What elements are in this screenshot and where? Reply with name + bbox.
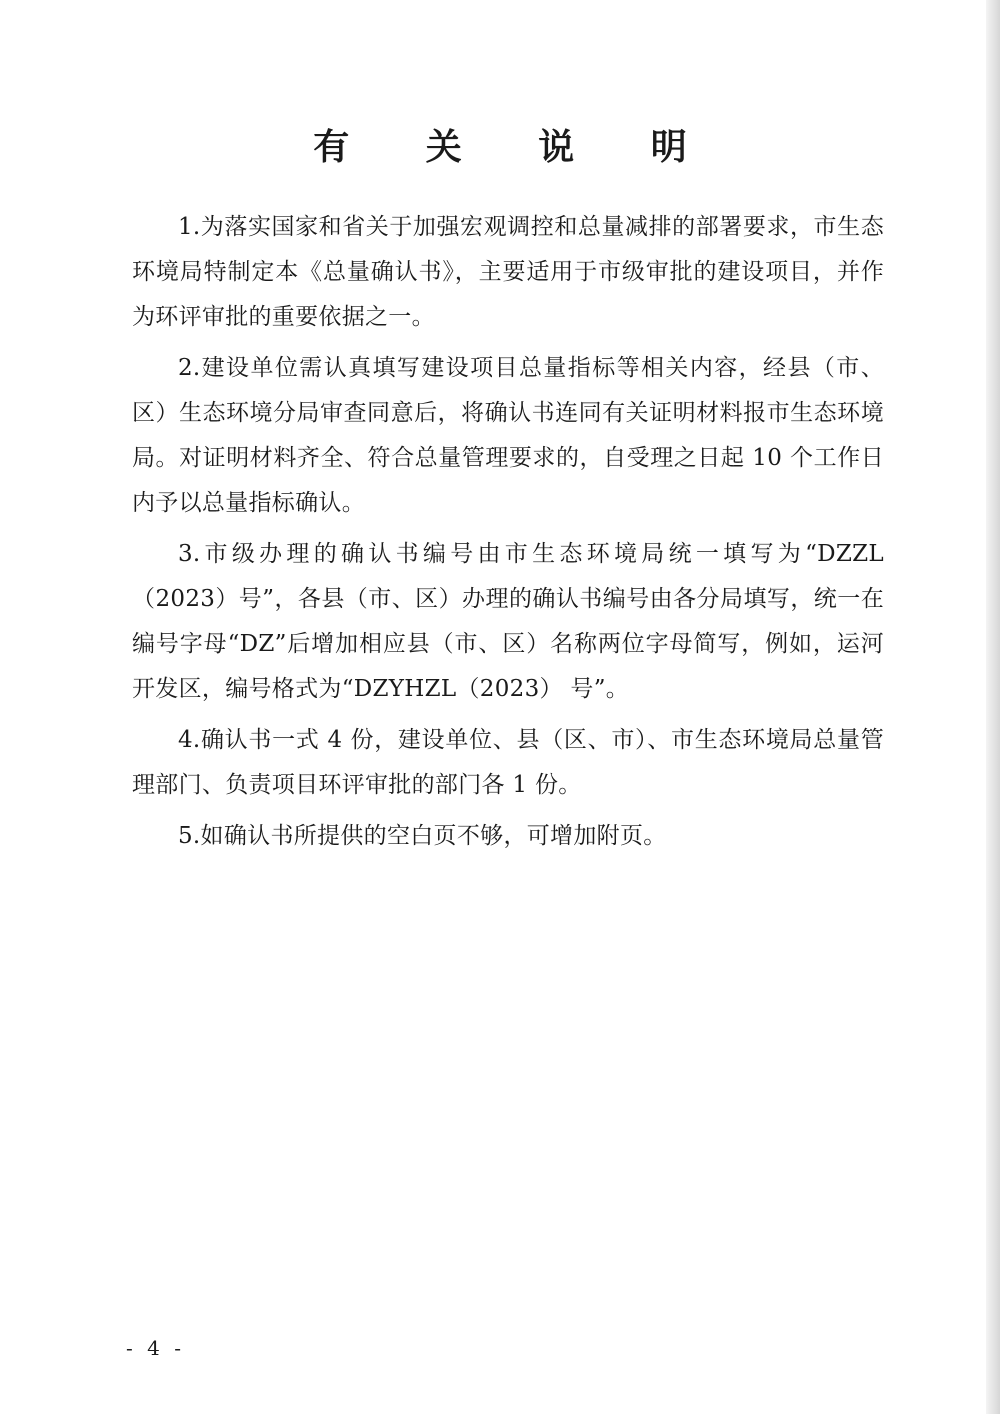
page-number: - 4 -	[126, 1336, 185, 1360]
scan-edge	[986, 0, 1000, 1414]
paragraph-1: 1.为落实国家和省关于加强宏观调控和总量减排的部署要求，市生态环境局特制定本《总量确认书》，主要适用于市级审批的建设项目，并作为环评审批的重要依据之一。	[132, 214, 884, 330]
paragraph-3: 3.市级办理的确认书编号由市生态环境局统一填写为“DZZL（2023）号”，各县（市、区）办理的确认书编号由各分局填写，统一在编号字母“DZ”后增加相应县（市、区）名称两位字母简写，例如，运河开发区，编号格式为“DZYHZL（2023） 号”。	[132, 541, 884, 702]
paragraph-5: 5.如确认书所提供的空白页不够，可增加附页。	[178, 823, 667, 849]
paragraph-2: 2.建设单位需认真填写建设项目总量指标等相关内容，经县（市、区）生态环境分局审查同意后，将确认书连同有关证明材料报市生态环境局。对证明材料齐全、符合总量管理要求的，自受理之日起 10 个工作日内予以总量指标确认。	[132, 355, 884, 516]
paragraph-4: 4.确认书一式 4 份，建设单位、县（区、市）、市生态环境局总量管理部门、负责项目环评审批的部门各 1 份。	[132, 727, 884, 798]
page-title: 有 关 说 明	[313, 126, 719, 168]
document-body	[132, 205, 884, 865]
